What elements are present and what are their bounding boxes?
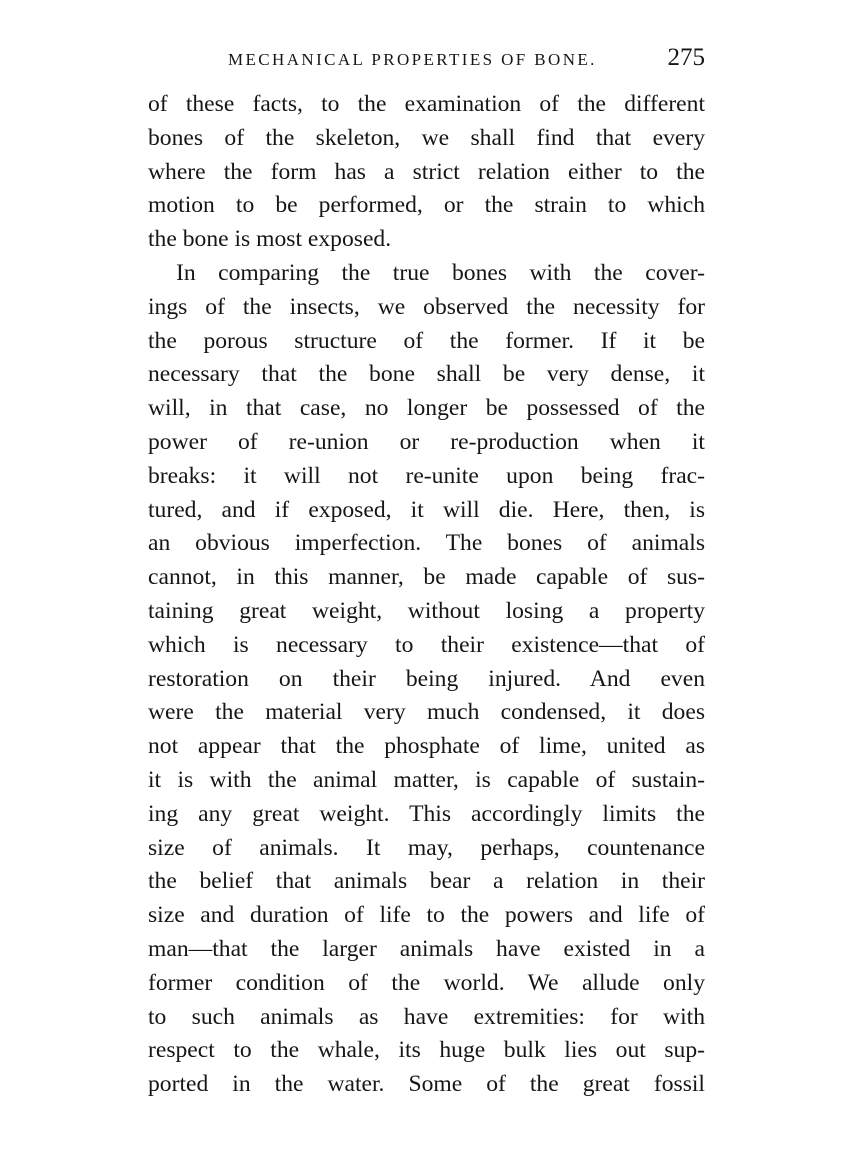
- text-line: which is necessary to their existence—that of: [148, 631, 705, 658]
- text-line: size and duration of life to the powers and life of: [148, 902, 705, 929]
- text-line: not appear that the phosphate of lime, united as: [148, 733, 705, 760]
- text-line: an obvious imperfection. The bones of animals: [148, 530, 705, 557]
- text-line: where the form has a strict relation either to the: [148, 158, 705, 185]
- paragraph: [148, 88, 705, 257]
- running-head: [148, 44, 705, 76]
- running-title: MECHANICAL PROPERTIES OF BONE.: [228, 50, 597, 69]
- text-line: tured, and if exposed, it will die. Here, then, is: [148, 496, 705, 523]
- text-line: it is with the animal matter, is capable of sustain-: [148, 766, 705, 793]
- text-line: former condition of the world. We allude only: [148, 969, 705, 996]
- text-line: size of animals. It may, perhaps, countenance: [148, 834, 705, 861]
- text-line: bones of the skeleton, we shall find that every: [148, 124, 705, 151]
- text-line: to such animals as have extremities: for with: [148, 1003, 705, 1030]
- body-text: [148, 88, 705, 1102]
- text-line: restoration on their being injured. And even: [148, 665, 705, 692]
- paragraph: [148, 257, 705, 1102]
- text-line: motion to be performed, or the strain to which: [148, 192, 705, 219]
- text-line: ported in the water. Some of the great fossil: [148, 1071, 705, 1098]
- text-line: were the material very much condensed, it does: [148, 699, 705, 726]
- text-line: In comparing the true bones with the cover-: [176, 259, 705, 286]
- text-line: breaks: it will not re-unite upon being frac-: [148, 462, 705, 489]
- text-line: necessary that the bone shall be very dense, it: [148, 361, 705, 388]
- text-line: respect to the whale, its huge bulk lies out sup-: [148, 1037, 705, 1064]
- text-line: the porous structure of the former. If it be: [148, 327, 705, 354]
- text-line: ings of the insects, we observed the necessity for: [148, 293, 705, 320]
- text-line: man—that the larger animals have existed in a: [148, 935, 705, 962]
- text-line: taining great weight, without losing a property: [148, 597, 705, 624]
- text-line: will, in that case, no longer be possessed of the: [148, 395, 705, 422]
- text-line: cannot, in this manner, be made capable of sus-: [148, 564, 705, 591]
- text-line: the bone is most exposed.: [148, 226, 392, 253]
- text-line: ing any great weight. This accordingly limits the: [148, 800, 705, 827]
- text-line: the belief that animals bear a relation in their: [148, 868, 705, 895]
- text-line: of these facts, to the examination of the different: [148, 91, 705, 117]
- page-number: 275: [667, 44, 705, 71]
- text-line: power of re-union or re-production when it: [148, 428, 705, 455]
